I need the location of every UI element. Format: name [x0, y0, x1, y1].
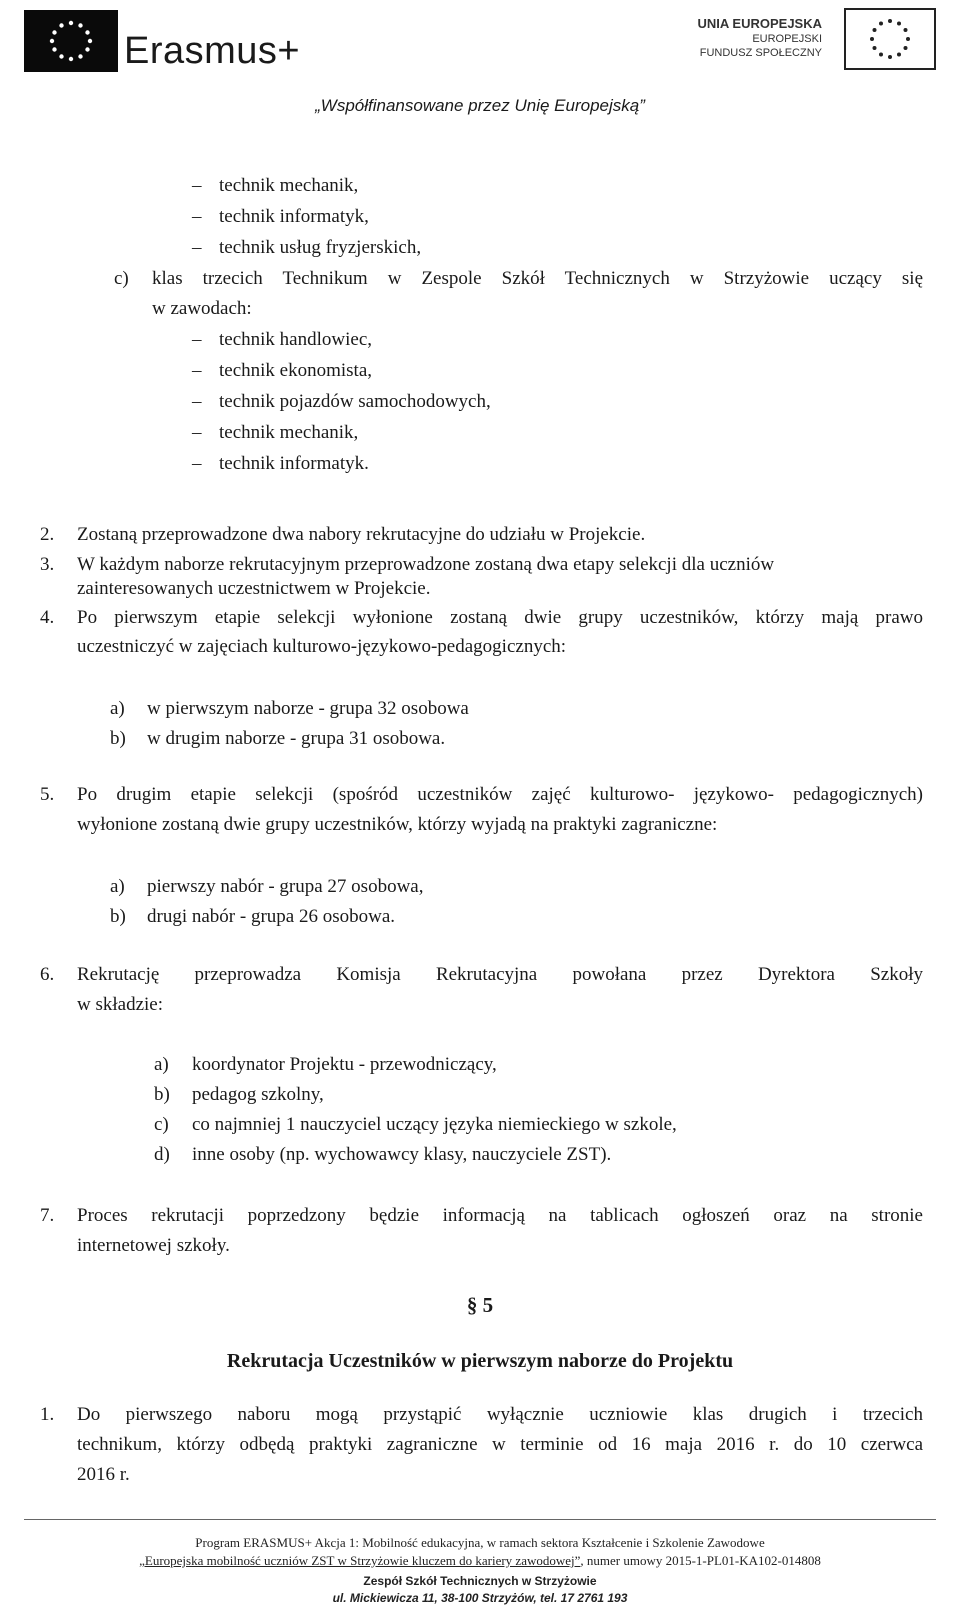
ue-label-line3: FUNDUSZ SPOŁECZNY	[699, 47, 822, 59]
footer-project-line	[0, 1553, 960, 1569]
list-item: –	[192, 391, 202, 412]
paragraph-number: 6.	[40, 964, 55, 985]
list-item: –	[192, 206, 202, 227]
paragraph-line: zainteresowanych uczestnictwem w Projekcie.	[77, 578, 431, 599]
list-item: pedagog szkolny,	[192, 1084, 324, 1105]
item-label: a)	[154, 1054, 169, 1075]
paragraph-line: internetowej szkoły.	[77, 1235, 230, 1256]
paragraph-number: 7.	[40, 1205, 55, 1226]
item-label: b)	[110, 728, 126, 749]
list-item: –	[192, 422, 202, 443]
paragraph-number: 4.	[40, 607, 55, 628]
section-number: § 5	[466, 1293, 494, 1317]
paragraph-line: klas trzecich Technikum w Zespole Szkół Technicznych w Strzyżowie uczący się	[152, 268, 923, 289]
page-header	[0, 0, 960, 130]
list-item: pierwszy nabór - grupa 27 osobowa,	[147, 876, 424, 897]
cofinanced-caption: „Współfinansowane przez Unię Europejską”	[315, 96, 645, 115]
paragraph-line: technikum, którzy odbędą praktyki zagraniczne w terminie od 16 maja 2016 r. do 10 czerwca	[77, 1434, 923, 1455]
paragraph-line: w składzie:	[77, 994, 164, 1015]
list-item: –	[192, 329, 202, 350]
paragraph-number: 5.	[40, 784, 55, 805]
paragraph-line: wyłonione zostaną dwie grupy uczestników, którzy wyjadą na praktyki zagraniczne:	[77, 814, 718, 835]
paragraph-number: 3.	[40, 554, 55, 575]
list-item: –	[192, 453, 202, 474]
list-item: –	[192, 175, 202, 196]
item-label: b)	[154, 1084, 170, 1105]
list-item: –	[192, 360, 202, 381]
list-item-text: technik informatyk.	[219, 453, 369, 474]
footer-program-line: Program ERASMUS+ Akcja 1: Mobilność edukacyjna, w ramach sektora Kształcenie i Szkolenie Zawodowe	[195, 1535, 765, 1550]
list-item-text: technik pojazdów samochodowych,	[219, 391, 491, 412]
item-label: c)	[114, 268, 129, 289]
item-label: c)	[154, 1114, 169, 1135]
list-item: w pierwszym naborze - grupa 32 osobowa	[147, 698, 469, 719]
footer-contract-number: , numer umowy 2015-1-PL01-KA102-014808	[580, 1553, 821, 1568]
paragraph-number: 2.	[40, 524, 55, 545]
list-item: drugi nabór - grupa 26 osobowa.	[147, 906, 396, 927]
paragraph-line: Rekrutację przeprowadza Komisja Rekrutacyjna powołana przez Dyrektora Szkoły	[77, 964, 923, 985]
ue-label-line1: UNIA EUROPEJSKA	[697, 16, 822, 31]
paragraph-line: w zawodach:	[152, 298, 252, 319]
ue-label-line2: EUROPEJSKI	[752, 33, 822, 45]
list-item-text: technik usług fryzjerskich,	[219, 237, 422, 258]
paragraph-line: Do pierwszego naboru mogą przystąpić wyłącznie uczniowie klas drugich i trzecich	[77, 1404, 923, 1425]
ue-flag-icon	[844, 8, 936, 70]
footer-school-name: Zespół Szkół Technicznych w Strzyżowie	[363, 1574, 597, 1588]
paragraph-line: Proces rekrutacji poprzedzony będzie informacją na tablicach ogłoszeń oraz na stronie	[77, 1205, 923, 1226]
paragraph-line: 2016 r.	[77, 1464, 130, 1485]
paragraph-line: uczestniczyć w zajęciach kulturowo-językowo-pedagogicznych:	[77, 636, 567, 657]
list-item: co najmniej 1 nauczyciel uczący języka niemieckiego w szkole,	[192, 1114, 677, 1135]
list-item: inne osoby (np. wychowawcy klasy, nauczyciele ZST).	[192, 1144, 612, 1165]
item-label: d)	[154, 1144, 170, 1165]
list-item: koordynator Projektu - przewodniczący,	[192, 1054, 497, 1075]
footer-school-address: ul. Mickiewicza 11, 38-100 Strzyżów, tel. 17 2761 193	[332, 1591, 628, 1605]
item-label: a)	[110, 698, 125, 719]
list-item-text: technik informatyk,	[219, 206, 369, 227]
section-title: Rekrutacja Uczestników w pierwszym naborze do Projektu	[226, 1350, 734, 1372]
list-item-text: technik mechanik,	[219, 422, 359, 443]
list-item-text: technik ekonomista,	[219, 360, 373, 381]
list-item-text: technik mechanik,	[219, 175, 359, 196]
footer-project-title: „Europejska mobilność uczniów ZST w Strzyżowie kluczem do kariery zawodowej”	[139, 1553, 581, 1568]
item-label: b)	[110, 906, 126, 927]
paragraph-line: Zostaną przeprowadzone dwa nabory rekrutacyjne do udziału w Projekcie.	[77, 524, 646, 545]
footer-divider	[24, 1519, 936, 1520]
erasmus-logo: Erasmus+	[124, 30, 301, 72]
list-item: w drugim naborze - grupa 31 osobowa.	[147, 728, 446, 749]
paragraph-line: Po drugim etapie selekcji (spośród uczestników zajęć kulturowo- językowo- pedagogicznych)	[77, 784, 923, 805]
paragraph-line: Po pierwszym etapie selekcji wyłonione zostaną dwie grupy uczestników, którzy mają prawo	[77, 607, 923, 628]
ue-efs-label	[662, 16, 822, 60]
eu-flag-icon	[24, 10, 118, 72]
item-label: a)	[110, 876, 125, 897]
paragraph-line: W każdym naborze rekrutacyjnym przeprowadzone zostaną dwa etapy selekcji dla uczniów	[77, 554, 775, 575]
paragraph-number: 1.	[40, 1404, 55, 1425]
list-item: –	[192, 237, 202, 258]
list-item-text: technik handlowiec,	[219, 329, 373, 350]
